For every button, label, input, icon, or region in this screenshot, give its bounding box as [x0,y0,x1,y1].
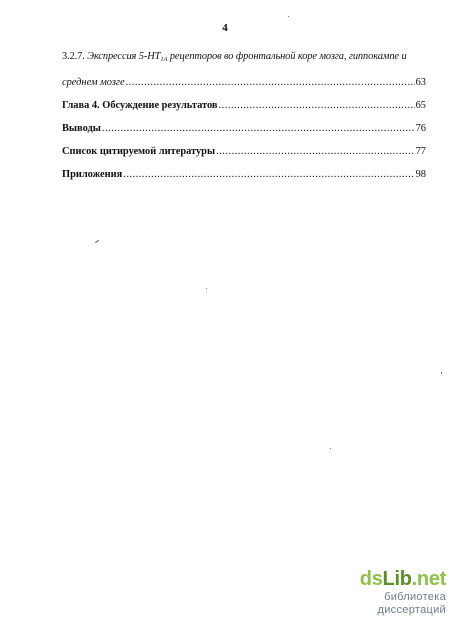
toc-page-ref: 77 [415,146,426,157]
scan-speck [288,16,289,17]
toc-page-ref: 65 [415,100,426,111]
toc-entry-title [62,50,426,66]
toc-page-ref: 98 [415,169,426,180]
table-of-contents [62,50,426,191]
dot-leader [216,145,415,158]
toc-entry-title-part1: Экспрессия 5-HT [87,51,161,62]
toc-entry-number: 3.2.7. [62,51,85,62]
watermark-subtitle: библиотека диссертаций [377,591,446,616]
toc-page-ref: 76 [415,123,426,134]
page-number: 4 [222,22,228,34]
dot-leader [123,168,414,181]
scan-speck [95,240,99,243]
toc-entry-appendices [62,168,426,181]
toc-entry-conclusions [62,122,426,135]
toc-entry-title: Список цитируемой литературы [62,146,216,157]
toc-entry-title: Глава 4. Обсуждение результатов [62,100,218,111]
scan-speck [206,288,207,289]
toc-entry-title: Выводы [62,123,101,134]
dot-leader [219,99,415,112]
toc-entry-title: Приложения [62,169,123,180]
toc-entry-title-continuation: среднем мозге [62,77,125,88]
toc-entry-chapter-4 [62,99,426,112]
toc-entry-title-part2: рецепторов во фронтальной коре мозга, гиппокампе и [167,51,407,62]
watermark-logo [330,568,446,617]
toc-entry-line [62,76,426,89]
dslib-logo: dsLib.net [359,568,446,590]
receptor-subscript: 1A [160,56,168,63]
scan-speck [441,372,442,374]
toc-entry-3-2-7 [62,50,426,89]
toc-entry-references [62,145,426,158]
scan-speck [330,448,331,449]
dot-leader [102,122,415,135]
toc-page-ref: 63 [415,77,426,88]
dot-leader [126,76,415,89]
